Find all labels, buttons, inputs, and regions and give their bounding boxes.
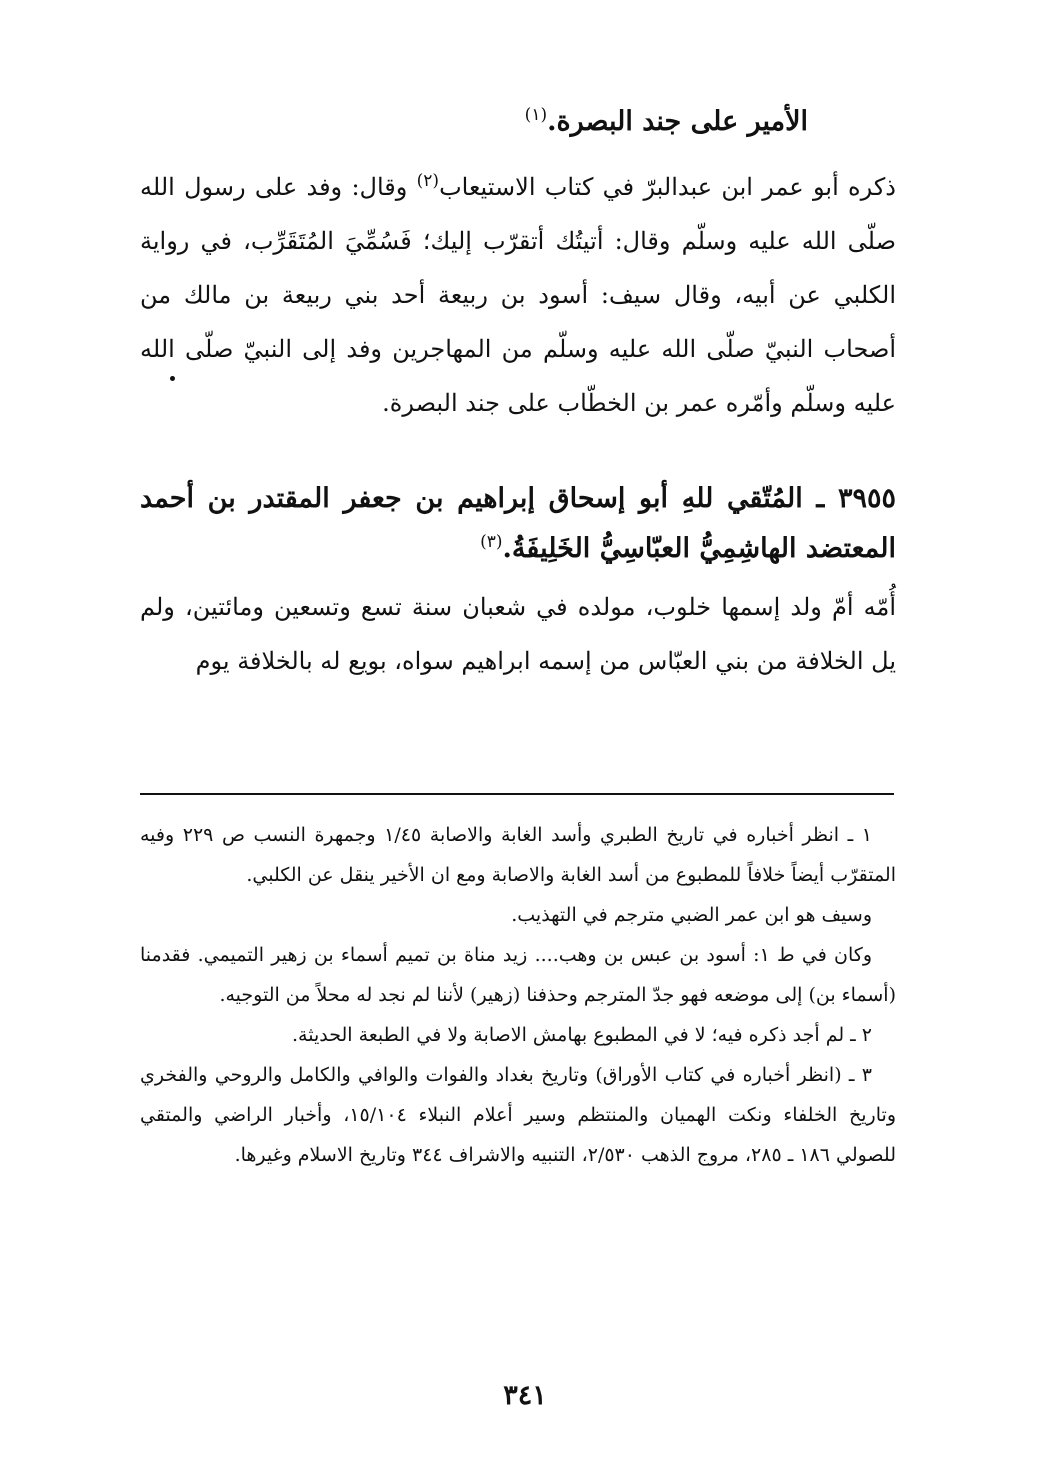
footnote-separator [140,793,894,795]
footnote-ref-1[interactable]: (١) [524,105,548,125]
previous-entry-body [140,160,896,430]
entry-title-text: ٣٩٥٥ ـ المُتّقي للهِ أبو إسحاق إبراهيم بن جعفر المقتدر بن أحمد المعتضد الهاشِمِيُّ العبّاسِيُّ الخَلِيفَةُ. [140,483,896,564]
footnotes-section [140,815,896,1175]
entry-body-paragraph: أُمّه أمّ ولد إسمها خلوب، مولده في شعبان سنة تسع وتسعين ومائتين، ولم يل الخلافة من بني العبّاس من إسمه ابراهيم سواه، بويع له بالخلافة يوم [140,593,896,675]
body-paragraph [140,160,896,430]
previous-entry-heading [140,100,808,144]
footnote-ref-2[interactable]: (٢) [416,171,440,191]
entry-title [140,474,896,574]
heading-text: الأمير على جند البصرة. [547,106,808,137]
footnote-1-continued-2: وكان في ط ١: أسود بن عبس بن وهب.... زيد مناة بن تميم أسماء بن زهير التميمي. فقدمنا (أسماء بن) إلى موضعه فهو جدّ المترجم وحذفنا (زهير) لأننا لم نجد له محلاً من التوجيه. [140,944,896,1006]
entry-title-paragraph [140,474,896,574]
page-number: ٣٤١ [503,1380,547,1411]
entry-body [140,580,896,688]
footnote-2: ٢ ـ لم أجد ذكره فيه؛ لا في المطبوع بهامش الاصابة ولا في الطبعة الحديثة. [291,1024,872,1046]
body-text-part2: وقال: وفد على رسول الله صلّى الله عليه وسلّم وقال: أتيتُك أتقرّب إليك؛ فَسُمِّيَ المُتَقَرِّب، في رواية الكلبي عن أبيه، وقال سيف: أسود بن ربيعة أحد بني ربيعة بن مالك من أصحاب النبيّ صلّى الله عليه وسلّم من المهاجرين وفد إلى النبيّ صلّى الله عليه وسلّم وأمّره عمر بن الخطّاب على جند البصرة. [140,173,896,417]
footnote-3: ٣ ـ (انظر أخباره في كتاب الأوراق) وتاريخ بغداد والفوات والوافي والكامل والروحي والفخري وتاريخ الخلفاء ونكت الهميان والمنتظم وسير أعلام النبلاء ١٥/١٠٤، وأخبار الراضي والمتقي للصولي ١٨٦ ـ ٢٨٥، مروج الذهب ٢/٥٣٠، التنبيه والاشراف ٣٤٤ وتاريخ الاسلام وغيرها. [140,1064,896,1166]
body-text-part1: ذكره أبو عمر ابن عبدالبرّ في كتاب الاستيعاب [439,173,896,201]
footnote-1: ١ ـ انظر أخباره في تاريخ الطبري وأسد الغابة والاصابة ١/٤٥ وجمهرة النسب ص ٢٢٩ وفيه المتقرّب أيضاً خلافاً للمطبوع من أسد الغابة والاصابة ومع ان الأخير ينقل عن الكلبي. [140,824,896,886]
footnote-ref-3[interactable]: (٣) [480,532,503,552]
stray-dot-mark [170,376,175,381]
footnote-1-continued: وسيف هو ابن عمر الضبي مترجم في التهذيب. [511,904,872,926]
